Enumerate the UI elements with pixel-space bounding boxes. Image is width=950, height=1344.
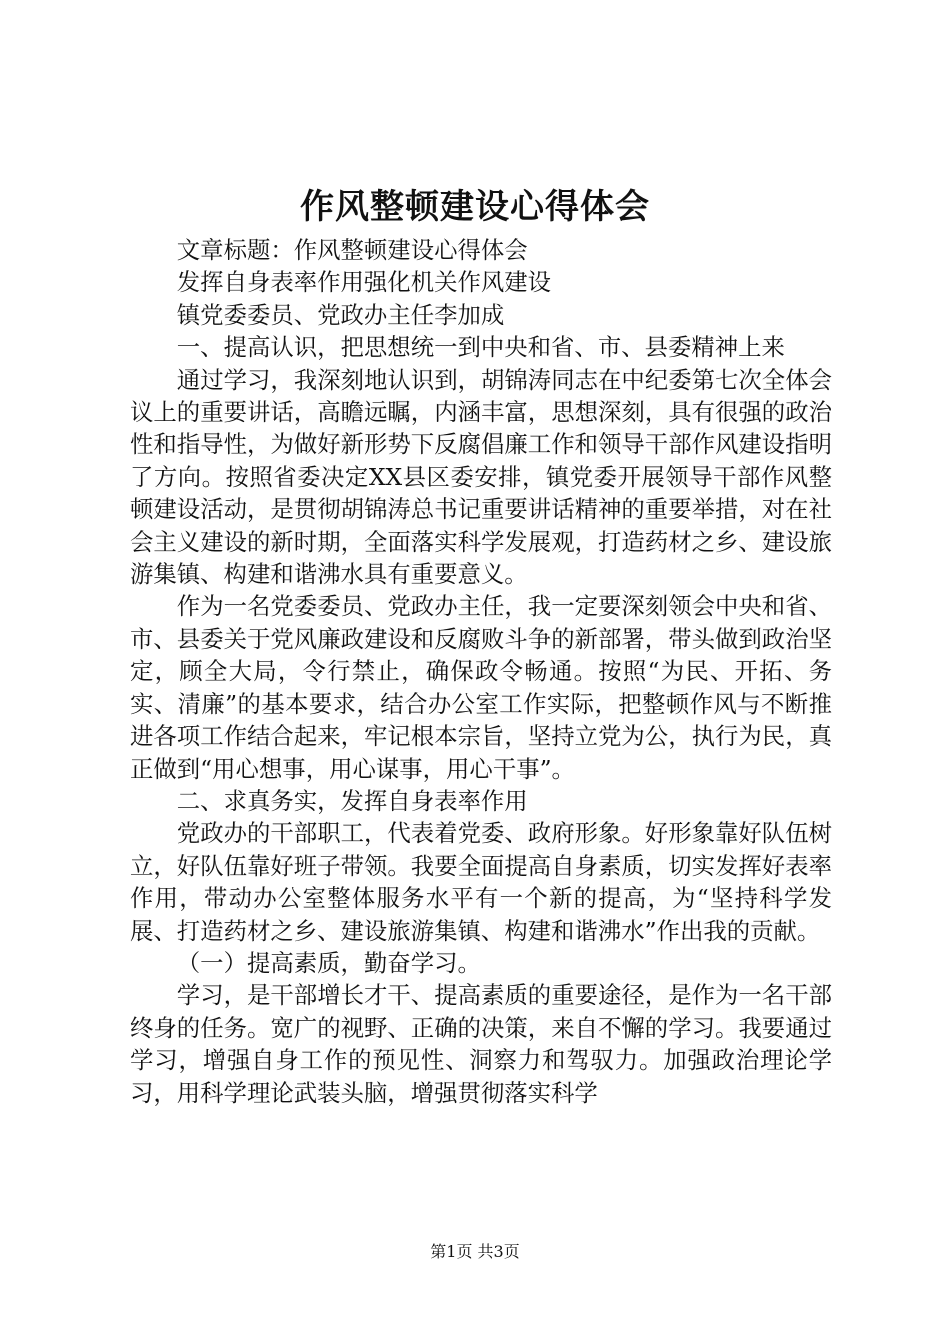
author-line: 镇党委委员、党政办主任李加成 xyxy=(176,300,505,329)
subtitle-line: 发挥自身表率作用强化机关作风建设 xyxy=(176,268,552,297)
section-heading: 二、求真务实，发挥自身表率作用 xyxy=(176,786,528,815)
section-heading: 一、提高认识，把思想统一到中央和省、市、县委精神上来 xyxy=(176,333,785,362)
body-paragraph: 党政办的干部职工，代表着党委、政府形象。好形象靠好队伍树立，好队伍靠好班子带领。我要全面提高自身素质，切实发挥好表率作用，带动办公室整体服务水平有一个新的提高，为“坚持科学发展、打造药材之乡、建设旅游集镇、构建和谐沸水”作出我的贡献。 xyxy=(130,819,832,945)
article-title-line: 文章标题：作风整顿建设心得体会 xyxy=(176,236,528,264)
body-paragraph: 通过学习，我深刻地认识到，胡锦涛同志在中纪委第七次全体会议上的重要讲话，高瞻远瞩，内涵丰富，思想深刻，具有很强的政治性和指导性，为做好新形势下反腐倡廉工作和领导干部作风建设指明了方向。按照省委决定XX县区委安排，镇党委开展领导干部作风整顿建设活动，是贯彻胡锦涛总书记重要讲话精神的重要举措，对在社会主义建设的新时期，全面落实科学发展观，打造药材之乡、建设旅游集镇、构建和谐沸水具有重要意义。 xyxy=(130,365,832,589)
body-paragraph: 学习，是干部增长才干、提高素质的重要途径，是作为一名干部终身的任务。宽广的视野、正确的决策，来自不懈的学习。我要通过学习，增强自身工作的预见性、洞察力和驾驭力。加强政治理论学习，用科学理论武装头脑，增强贯彻落实科学 xyxy=(130,981,832,1107)
body-paragraph: 作为一名党委委员、党政办主任，我一定要深刻领会中央和省、市、县委关于党风廉政建设和反腐败斗争的新部署，带头做到政治坚定，顾全大局，令行禁止，确保政令畅通。按照“为民、开拓、务实、清廉”的基本要求，结合办公室工作实际，把整顿作风与不断推进各项工作结合起来，牢记根本宗旨，坚持立党为公，执行为民，真正做到“用心想事，用心谋事，用心干事”。 xyxy=(130,592,832,783)
document-body xyxy=(130,234,832,1109)
page-footer: 第1页 共3页 xyxy=(430,1242,520,1261)
document-title: 作风整顿建设心得体会 xyxy=(300,187,650,227)
subsection-heading: （一）提高素质，勤奋学习。 xyxy=(176,948,481,977)
